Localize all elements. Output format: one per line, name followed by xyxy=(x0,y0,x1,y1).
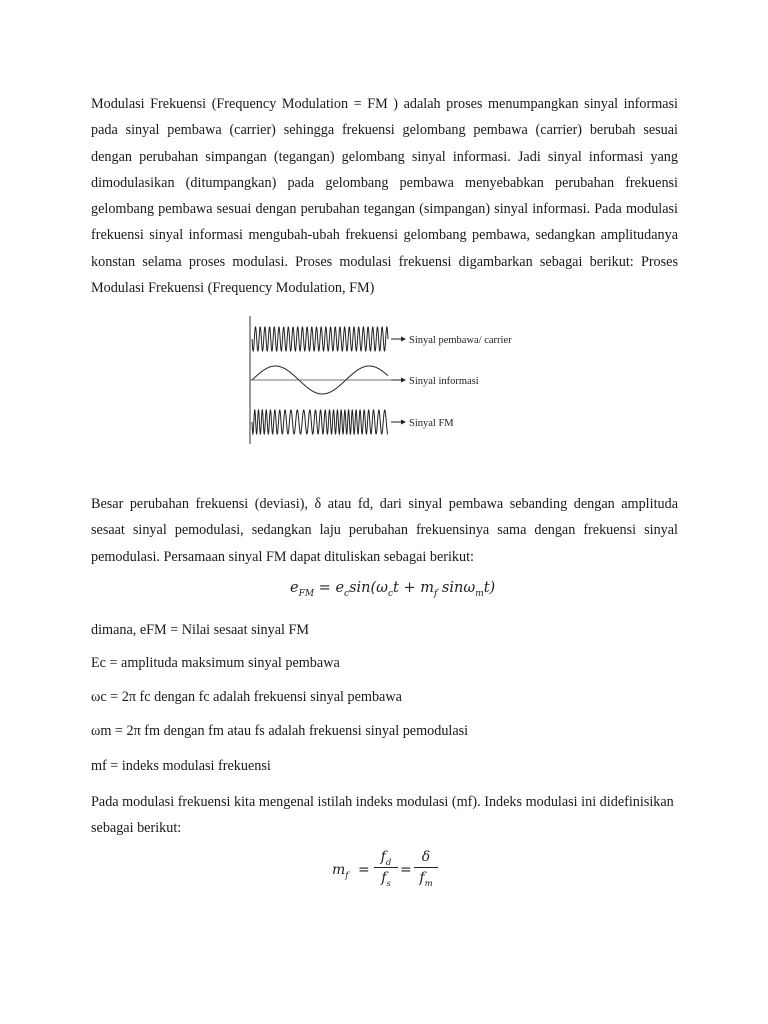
label-information: Sinyal informasi xyxy=(409,376,479,387)
eq2-frac2-den xyxy=(414,868,438,887)
eq1-amp: e xyxy=(335,580,345,596)
carrier-waveform xyxy=(252,327,388,351)
eq1-middle: t + m xyxy=(393,580,434,596)
eq2-equals-2: = xyxy=(400,862,412,878)
equation-modulation-index xyxy=(332,848,442,894)
eq2-lhs xyxy=(332,862,348,881)
definition-mf: mf = indeks modulasi frekuensi xyxy=(91,758,271,774)
label-carrier: Sinyal pembawa/ carrier xyxy=(409,335,512,346)
definition-omega-c: ωc = 2π fc dengan fc adalah frekuensi sinyal pembawa xyxy=(91,689,402,705)
definition-ec: Ec = amplituda maksimum sinyal pembawa xyxy=(91,655,340,671)
eq1-lhs: e xyxy=(290,580,299,596)
info-arrow-head xyxy=(401,378,406,383)
label-fm: Sinyal FM xyxy=(409,418,454,429)
eq2-frac1-num xyxy=(374,848,398,867)
paragraph-deviation: Besar perubahan frekuensi (deviasi), δ atau fd, dari sinyal pembawa sebanding dengan amplituda sesaat sinyal pemodulasi, sedangkan laju perubahan frekuensinya sama dengan frekuensi sinyal pemodulasi. Persamaan sinyal FM dapat dituliskan sebagai berikut: xyxy=(91,496,678,565)
paragraph-fm-definition: Modulasi Frekuensi (Frequency Modulation = FM ) adalah proses menumpangkan sinyal informasi pada sinyal pembawa (carrier) sehingga frekuensi gelombang pembawa (carrier) berubah sesuai dengan perubahan simpangan (tegangan) gelombang sinyal informasi. Jadi sinyal informasi yang dimodulasikan (ditumpangkan) pada gelombang pembawa menyebabkan perubahan frekuensi gelombang pembawa sesuai dengan perubahan tegangan (simpangan) sinyal informasi. Pada modulasi frekuensi sinyal informasi mengubah-ubah frekuensi gelombang pembawa, sedangkan amplitudanya konstan selama proses modulasi. Proses modulasi frekuensi digambarkan sebagai berikut: Proses Modulasi Frekuensi (Frequency Modulation, FM) xyxy=(91,96,678,297)
eq1-mf-sub: f xyxy=(433,588,438,599)
eq1-omega-m-sub: m xyxy=(475,588,484,599)
eq1-sin-carrier: sin(ω xyxy=(349,580,388,596)
equation-fm-signal xyxy=(290,580,500,606)
definition-omega-m: ωm = 2π fm dengan fm atau fs adalah frekuensi sinyal pemodulasi xyxy=(91,723,469,739)
eq2-frac1-den-sub: s xyxy=(386,878,391,889)
eq1-amp-sub: c xyxy=(344,588,350,599)
eq1-equals: = xyxy=(314,580,336,596)
eq2-fraction-delta-fm xyxy=(414,848,438,887)
fm-modulation-figure xyxy=(248,314,520,446)
eq1-sin-mod: sinω xyxy=(437,580,476,596)
eq2-frac1-num-f: f xyxy=(380,849,386,865)
paragraph-modulation-index: Pada modulasi frekuensi kita mengenal istilah indeks modulasi (mf). Indeks modulasi ini didefinisikan sebagai berikut: xyxy=(91,794,674,837)
eq2-lhs-sub: f xyxy=(345,870,349,881)
eq2-frac1-den xyxy=(374,868,398,887)
eq2-frac2-den-sub: m xyxy=(424,878,433,889)
eq2-frac2-num: δ xyxy=(421,849,431,865)
eq2-equals-1: = xyxy=(358,862,370,878)
eq2-frac1-den-f: f xyxy=(381,870,387,886)
definition-efm: dimana, eFM = Nilai sesaat sinyal FM xyxy=(91,622,310,638)
eq2-frac1-num-sub: d xyxy=(385,857,392,868)
eq2-frac2-den-f: f xyxy=(419,870,425,886)
eq2-fraction-fd-fs xyxy=(374,848,398,887)
eq1-tail: t) xyxy=(483,580,496,596)
fm-waveform xyxy=(252,410,388,434)
fm-waveform-diagram xyxy=(248,314,520,446)
fm-arrow-head xyxy=(401,420,406,425)
carrier-arrow-head xyxy=(401,337,406,342)
eq1-omega-sub: c xyxy=(387,588,394,599)
eq1-lhs-sub: FM xyxy=(298,588,315,599)
eq2-lhs-m: m xyxy=(332,862,346,878)
